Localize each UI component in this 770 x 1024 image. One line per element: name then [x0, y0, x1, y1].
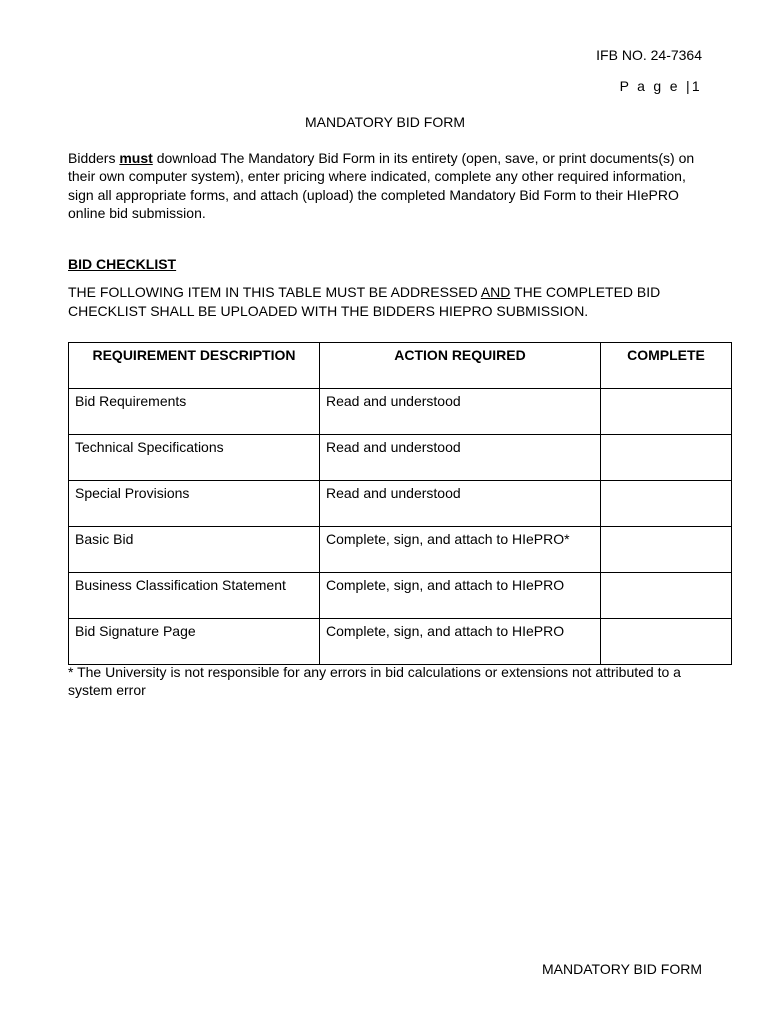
- column-header-action: ACTION REQUIRED: [320, 343, 601, 389]
- complete-cell[interactable]: [601, 527, 732, 573]
- table-row: [69, 435, 732, 481]
- complete-cell[interactable]: [601, 619, 732, 665]
- action-cell: Read and understood: [320, 435, 601, 481]
- page-number-line: [620, 78, 702, 94]
- action-cell: Complete, sign, and attach to HIePRO: [320, 619, 601, 665]
- table-row: [69, 527, 732, 573]
- requirement-cell: Business Classification Statement: [69, 573, 320, 619]
- instruction-after: THE COMPLETED BID CHECKLIST SHALL BE UPLOADED WITH THE BIDDERS HIEPRO SUBMISSION.: [68, 284, 661, 319]
- requirement-cell: Bid Signature Page: [69, 619, 320, 665]
- page-label: P a g e |: [619, 78, 692, 94]
- page-title: MANDATORY BID FORM: [305, 114, 465, 130]
- requirement-cell: Basic Bid: [69, 527, 320, 573]
- intro-prefix: Bidders: [68, 150, 120, 166]
- action-cell: Read and understood: [320, 481, 601, 527]
- ifb-number: IFB NO. 24-7364: [596, 47, 702, 63]
- complete-cell[interactable]: [601, 573, 732, 619]
- intro-emphasis: must: [119, 150, 153, 166]
- requirement-cell: Technical Specifications: [69, 435, 320, 481]
- checklist-instruction: [68, 283, 708, 320]
- action-cell: Complete, sign, and attach to HIePRO*: [320, 527, 601, 573]
- complete-cell[interactable]: [601, 435, 732, 481]
- column-header-complete: COMPLETE: [601, 343, 732, 389]
- checklist-heading: BID CHECKLIST: [68, 256, 177, 272]
- table-header-row: [69, 343, 732, 389]
- column-header-requirement: REQUIREMENT DESCRIPTION: [69, 343, 320, 389]
- page-footer: MANDATORY BID FORM: [542, 961, 702, 977]
- intro-rest: download The Mandatory Bid Form in its entirety (open, save, or print documents(s) on their own computer system), enter pricing where indicated, complete any other required information, sign all appropriate forms, and attach (upload) the completed Mandatory Bid Form to their HIePRO online bid submission.: [68, 150, 695, 221]
- table-row: [69, 573, 732, 619]
- complete-cell[interactable]: [601, 481, 732, 527]
- page-number: 1: [691, 78, 702, 94]
- instruction-underlined: AND: [480, 284, 511, 300]
- footnote: * The University is not responsible for any errors in bid calculations or extensions not attributed to a system error: [68, 664, 681, 698]
- instruction-before: THE FOLLOWING ITEM IN THIS TABLE MUST BE ADDRESSED: [68, 284, 481, 300]
- bid-checklist-table: [68, 342, 732, 665]
- complete-cell[interactable]: [601, 389, 732, 435]
- intro-paragraph: [68, 149, 698, 222]
- requirement-cell: Bid Requirements: [69, 389, 320, 435]
- table-row: [69, 389, 732, 435]
- action-cell: Read and understood: [320, 389, 601, 435]
- table-row: [69, 619, 732, 665]
- action-cell: Complete, sign, and attach to HIePRO: [320, 573, 601, 619]
- table-row: [69, 481, 732, 527]
- requirement-cell: Special Provisions: [69, 481, 320, 527]
